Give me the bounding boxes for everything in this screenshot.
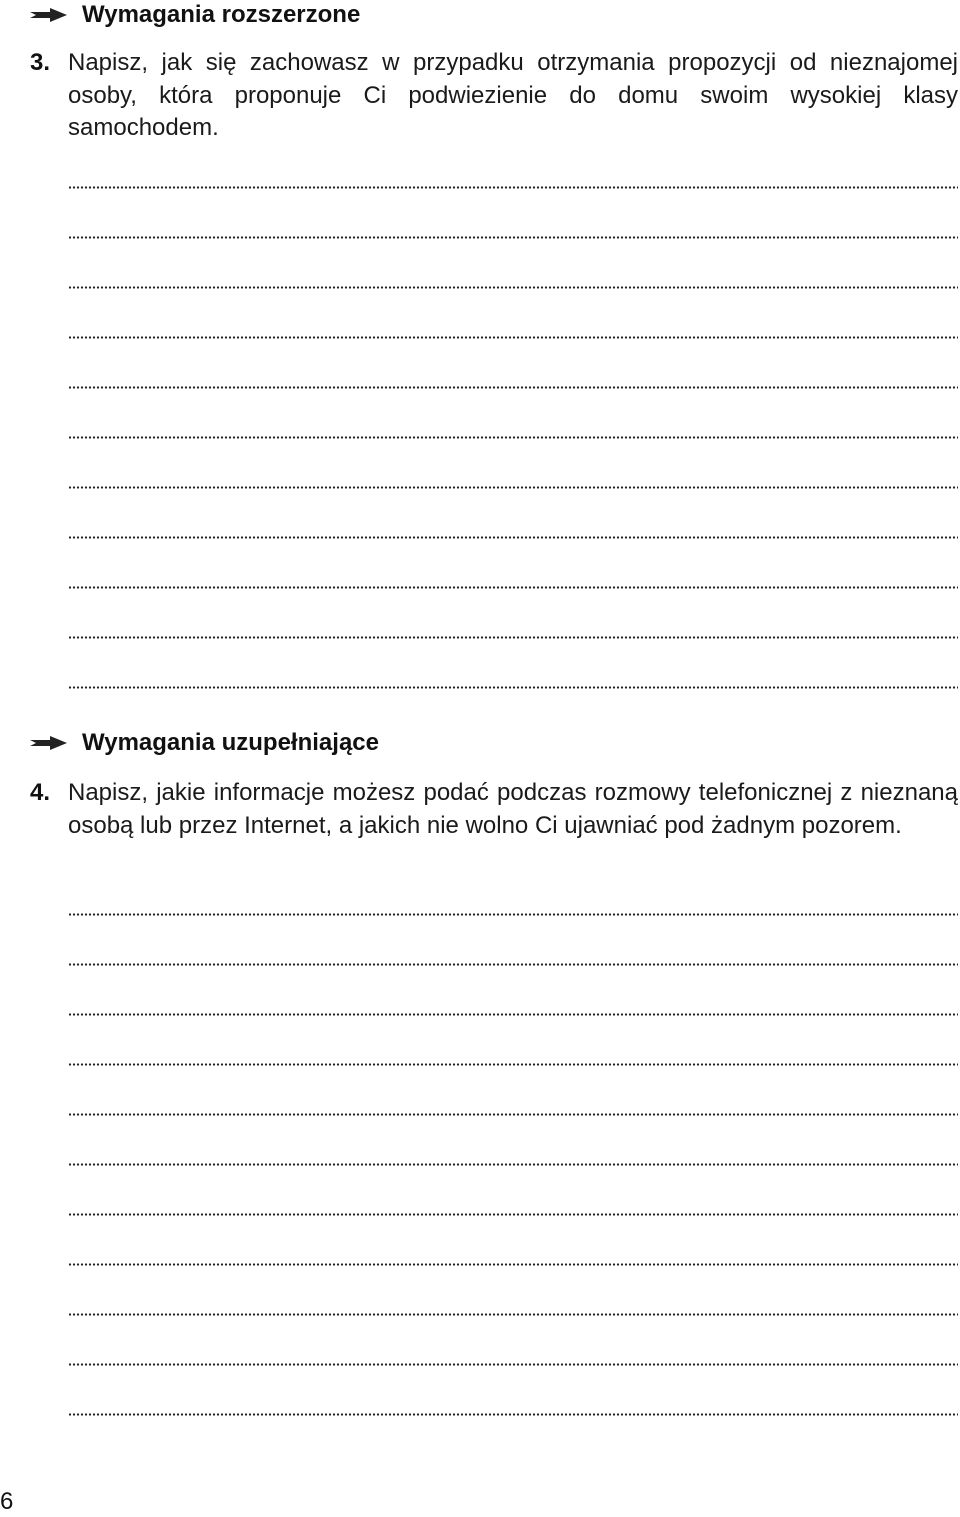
answer-line[interactable] xyxy=(68,1363,958,1366)
section-heading-extended xyxy=(30,0,360,30)
task-3 xyxy=(30,47,958,145)
arrow-right-icon xyxy=(30,735,68,751)
arrow-right-icon xyxy=(30,7,68,23)
task-number: 4. xyxy=(30,779,51,806)
answer-line[interactable] xyxy=(68,1263,958,1266)
answer-line[interactable] xyxy=(68,236,958,239)
answer-line[interactable] xyxy=(68,963,958,966)
page-number: 6 xyxy=(0,1488,14,1515)
section-heading-text: Wymagania rozszerzone xyxy=(82,1,361,28)
answer-line[interactable] xyxy=(68,686,958,689)
answer-line[interactable] xyxy=(68,636,958,639)
answer-line[interactable] xyxy=(68,586,958,589)
answer-line[interactable] xyxy=(68,1213,958,1216)
answer-line[interactable] xyxy=(68,1063,958,1066)
answer-line[interactable] xyxy=(68,486,958,489)
answer-lines-task-3 xyxy=(68,186,958,736)
section-heading-supplementary xyxy=(30,728,379,758)
answer-line[interactable] xyxy=(68,913,958,916)
answer-line[interactable] xyxy=(68,436,958,439)
task-text: Napisz, jak się zachowasz w przypadku otrzymania propozycji od nieznajomej osoby, która proponuje Ci podwiezienie do domu swoim wysokiej klasy samochodem. xyxy=(68,49,958,141)
answer-lines-task-4 xyxy=(68,913,958,1463)
answer-line[interactable] xyxy=(68,1313,958,1316)
answer-line[interactable] xyxy=(68,186,958,189)
task-4 xyxy=(30,777,958,842)
answer-line[interactable] xyxy=(68,386,958,389)
answer-line[interactable] xyxy=(68,286,958,289)
answer-line[interactable] xyxy=(68,1413,958,1416)
answer-line[interactable] xyxy=(68,1163,958,1166)
task-text: Napisz, jakie informacje możesz podać podczas rozmowy telefonicznej z nieznaną osobą lub przez Internet, a jakich nie wolno Ci ujawniać pod żadnym pozorem. xyxy=(68,779,958,839)
answer-line[interactable] xyxy=(68,1013,958,1016)
answer-line[interactable] xyxy=(68,336,958,339)
answer-line[interactable] xyxy=(68,536,958,539)
answer-line[interactable] xyxy=(68,1113,958,1116)
task-number: 3. xyxy=(30,49,51,76)
section-heading-text: Wymagania uzupełniające xyxy=(82,729,379,756)
